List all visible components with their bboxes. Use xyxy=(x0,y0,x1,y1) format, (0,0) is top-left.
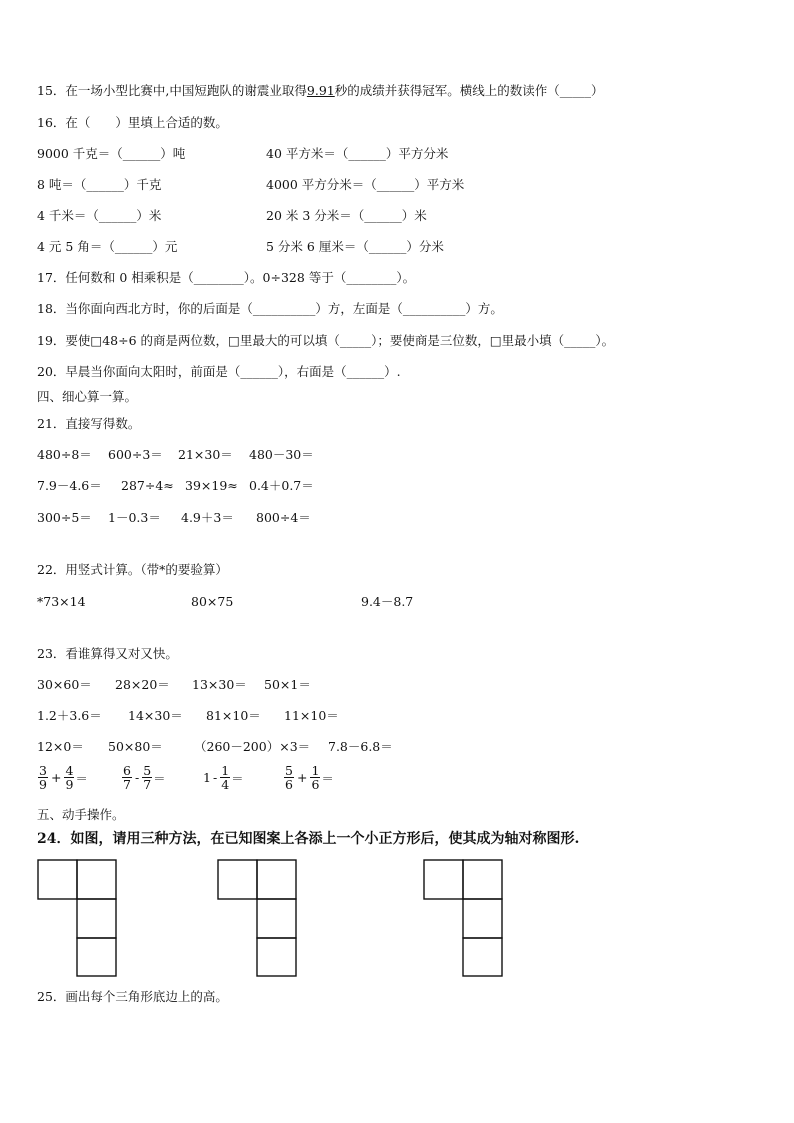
fraction xyxy=(122,764,132,791)
question-23-title: 23．看谁算得又对又快。 xyxy=(37,646,178,661)
q23-expression: 13×30＝ xyxy=(192,677,247,692)
q23-expression: 7.8－6.8＝ xyxy=(328,739,393,754)
q23-expression: 30×60＝ xyxy=(37,677,92,692)
question-20: 20．早晨当你面向太阳时，前面是（______），右面是（______）. xyxy=(37,364,401,379)
square-figure-3 xyxy=(423,859,503,977)
q21-expression: 7.9－4.6＝ xyxy=(37,478,102,493)
equals-sign: ＝ xyxy=(75,770,88,786)
q23-expression: 14×30＝ xyxy=(128,708,183,723)
square-figure-1 xyxy=(37,859,117,977)
q16-item: 5 分米 6 厘米＝（______）分米 xyxy=(266,239,444,254)
operator: + xyxy=(296,770,308,785)
section-5-heading: 五、动手操作。 xyxy=(37,807,125,822)
fraction xyxy=(310,764,320,791)
q15-text-post: 秒的成绩并获得冠军。横线上的数读作（_____） xyxy=(334,83,604,98)
fraction xyxy=(284,764,294,791)
numerator: 1 xyxy=(311,763,320,778)
question-15 xyxy=(37,83,604,99)
equals-sign: ＝ xyxy=(321,770,334,786)
fraction xyxy=(38,764,48,791)
q21-expression: 1－0.3＝ xyxy=(108,510,161,525)
numerator: 1 xyxy=(221,763,230,778)
q15-underlined-number: 9.91 xyxy=(306,83,335,98)
denominator: 9 xyxy=(65,777,74,792)
q15-text-pre: 15．在一场小型比赛中,中国短跑队的谢震业取得 xyxy=(37,83,307,98)
q21-expression: 4.9＋3＝ xyxy=(181,510,234,525)
equals-sign: ＝ xyxy=(153,770,166,786)
q23-expression: 50×1＝ xyxy=(264,677,311,692)
equals-sign: ＝ xyxy=(231,770,244,786)
whole-number: 1 xyxy=(203,770,211,785)
q16-item: 20 米 3 分米＝（______）米 xyxy=(266,208,427,223)
q21-expression: 480－30＝ xyxy=(249,447,314,462)
q23-fraction-expression xyxy=(283,764,334,791)
denominator: 6 xyxy=(285,777,293,792)
denominator: 7 xyxy=(143,777,152,792)
question-24: 24．如图，请用三种方法，在已知图案上各添上一个小正方形后，使其成为轴对称图形. xyxy=(37,831,580,847)
q21-expression: 480÷8＝ xyxy=(37,447,92,462)
q22-item: 9.4－8.7 xyxy=(361,594,414,609)
question-17: 17．任何数和 0 相乘积是（________）。0÷328 等于（________）。 xyxy=(37,270,416,285)
q16-item: 4 元 5 角＝（______）元 xyxy=(37,239,178,254)
fraction xyxy=(220,764,230,791)
q16-item: 4000 平方分米＝（______）平方米 xyxy=(266,177,465,192)
numerator: 5 xyxy=(143,763,152,778)
section-4-heading: 四、细心算一算。 xyxy=(37,389,138,404)
operator: - xyxy=(212,770,218,785)
question-16-title: 16．在（ ）里填上合适的数。 xyxy=(37,115,228,130)
q21-expression: 800÷4＝ xyxy=(256,510,311,525)
denominator: 6 xyxy=(311,777,320,792)
q23-expression: 81×10＝ xyxy=(206,708,261,723)
q22-item: *73×14 xyxy=(37,594,86,609)
q23-expression: 1.2＋3.6＝ xyxy=(37,708,102,723)
q23-expression: 28×20＝ xyxy=(115,677,170,692)
q22-item: 80×75 xyxy=(191,594,234,609)
q21-expression: 39×19≈ xyxy=(185,478,238,493)
denominator: 7 xyxy=(123,777,131,792)
question-18: 18．当你面向西北方时，你的后面是（__________）方，左面是（__________）方。 xyxy=(37,301,503,316)
q23-fraction-expression xyxy=(121,764,166,791)
numerator: 4 xyxy=(65,763,74,778)
question-25: 25．画出每个三角形底边上的高。 xyxy=(37,989,228,1004)
numerator: 3 xyxy=(39,763,47,778)
fraction xyxy=(142,764,152,791)
question-19: 19．要使□48÷6 的商是两位数，□里最大的可以填（_____）；要使商是三位数，□里最小填（_____）。 xyxy=(37,333,615,348)
fraction xyxy=(64,764,74,791)
operator: + xyxy=(50,770,62,785)
operator: - xyxy=(134,770,140,785)
q21-expression: 300÷5＝ xyxy=(37,510,92,525)
q21-expression: 287÷4≈ xyxy=(121,478,174,493)
q21-expression: 600÷3＝ xyxy=(108,447,163,462)
q23-expression: （260－200）×3＝ xyxy=(194,739,311,754)
q16-item: 8 吨＝（______）千克 xyxy=(37,177,162,192)
q16-item: 4 千米＝（______）米 xyxy=(37,208,162,223)
q23-fraction-expression xyxy=(37,764,88,791)
question-21-title: 21．直接写得数。 xyxy=(37,416,141,431)
q23-expression: 11×10＝ xyxy=(284,708,339,723)
q21-expression: 0.4＋0.7＝ xyxy=(249,478,314,493)
numerator: 5 xyxy=(285,763,293,778)
question-22-title: 22．用竖式计算。（带*的要验算） xyxy=(37,562,228,577)
q23-fraction-expression xyxy=(203,764,244,791)
q23-expression: 50×80＝ xyxy=(108,739,163,754)
q16-item: 40 平方米＝（______）平方分米 xyxy=(266,146,449,161)
q16-item: 9000 千克＝（______）吨 xyxy=(37,146,186,161)
q21-expression: 21×30＝ xyxy=(178,447,233,462)
denominator: 4 xyxy=(221,777,230,792)
q23-expression: 12×0＝ xyxy=(37,739,84,754)
denominator: 9 xyxy=(39,777,47,792)
numerator: 6 xyxy=(123,763,131,778)
square-figure-2 xyxy=(217,859,297,977)
